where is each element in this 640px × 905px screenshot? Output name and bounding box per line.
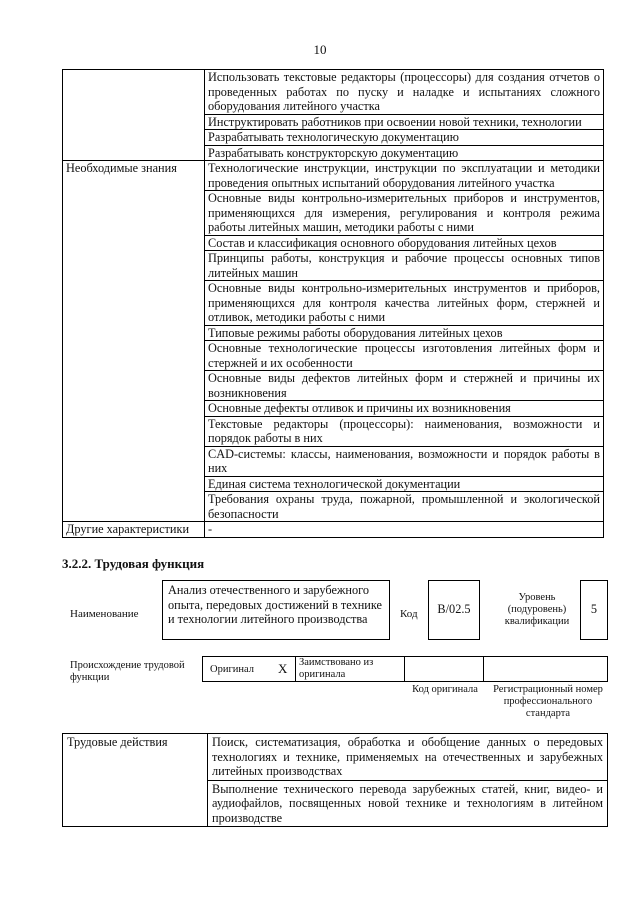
table-row xyxy=(63,522,604,538)
table-row xyxy=(63,734,608,781)
row-text: Разрабатывать конструкторскую документацию xyxy=(205,145,604,161)
code-value-box: B/02.5 xyxy=(428,580,480,640)
table-row xyxy=(63,70,604,115)
code-label: Код xyxy=(400,608,418,620)
row-text: Использовать текстовые редакторы (процессоры) для создания отчетов о проведенных работах по пуску и наладке и испытаниях сложного оборудования литейного участка xyxy=(205,70,604,115)
row-label xyxy=(63,70,205,161)
skills-knowledge-table xyxy=(62,69,604,538)
row-text: Технологические инструкции, инструкции по эксплуатации и методики проведения опытных испытаний оборудования литейного участка xyxy=(205,161,604,191)
row-text: Основные виды контрольно-измерительных приборов и инструментов, применяющихся для измерения, регулирования и контроля режима работы литейных машин, методики работы с ними xyxy=(205,191,604,236)
section-title: 3.2.2. Трудовая функция xyxy=(62,556,205,571)
level-value-box: 5 xyxy=(580,580,608,640)
divider xyxy=(483,656,484,682)
row-text: - xyxy=(205,522,604,538)
divider xyxy=(295,656,296,682)
divider xyxy=(404,656,405,682)
name-label: Наименование xyxy=(70,608,139,620)
row-text: Основные виды контрольно-измерительных инструментов и приборов, применяющихся для контроля качества литейных форм, стержней и отливок, методики работы с ними xyxy=(205,281,604,326)
borrowed-label: Заимствовано из оригинала xyxy=(299,657,374,680)
row-text: Единая система технологической документации xyxy=(205,476,604,492)
row-text: Требования охраны труда, пожарной, промышленной и экологической безопасности xyxy=(205,492,604,522)
row-text: Поиск, систематизация, обработка и обобщение данных о передовых технологиях и технике, применяемых на отечественных и зарубежных литейных производствах xyxy=(208,734,608,781)
row-label-knowledge: Необходимые знания xyxy=(63,161,205,522)
origin-label: Происхождение трудовой функции xyxy=(70,660,185,683)
row-text: Основные технологические процессы изготовления литейных форм и стержней и их особенности xyxy=(205,341,604,371)
row-text: Разрабатывать технологическую документацию xyxy=(205,130,604,146)
function-name-box: Анализ отечественного и зарубежного опыта, передовых достижений в технике и технологии литейного производства xyxy=(162,580,390,640)
row-text: Типовые режимы работы оборудования литейных цехов xyxy=(205,325,604,341)
code-original-caption: Код оригинала xyxy=(412,684,478,695)
level-label: Уровень (подуровень) квалификации xyxy=(504,592,570,627)
row-label-other: Другие характеристики xyxy=(63,522,205,538)
labor-actions-table xyxy=(62,733,608,827)
row-text: Инструктировать работников при освоении новой техники, технологии xyxy=(205,114,604,130)
original-label: Оригинал xyxy=(210,664,254,675)
page-number: 10 xyxy=(313,42,327,57)
reg-number-caption: Регистрационный номер профессионального стандарта xyxy=(493,684,603,719)
row-text: Состав и классификация основного оборудования литейных цехов xyxy=(205,235,604,251)
row-text: Принципы работы, конструкция и рабочие процессы основных типов литейных машин xyxy=(205,251,604,281)
labor-actions-label: Трудовые действия xyxy=(63,734,208,827)
origin-row xyxy=(202,656,608,682)
row-text: Основные дефекты отливок и причины их возникновения xyxy=(205,401,604,417)
original-mark: X xyxy=(278,661,288,676)
row-text: Выполнение технического перевода зарубежных статей, книг, видео- и аудиофайлов, посвященных новой технике и технологиям в литейном производстве xyxy=(208,780,608,827)
row-text: Основные виды дефектов литейных форм и стержней и причины их возникновения xyxy=(205,371,604,401)
table-row xyxy=(63,161,604,191)
row-text: CAD-системы: классы, наименования, возможности и порядок работы в них xyxy=(205,446,604,476)
row-text: Текстовые редакторы (процессоры): наименования, возможности и порядок работы в них xyxy=(205,416,604,446)
